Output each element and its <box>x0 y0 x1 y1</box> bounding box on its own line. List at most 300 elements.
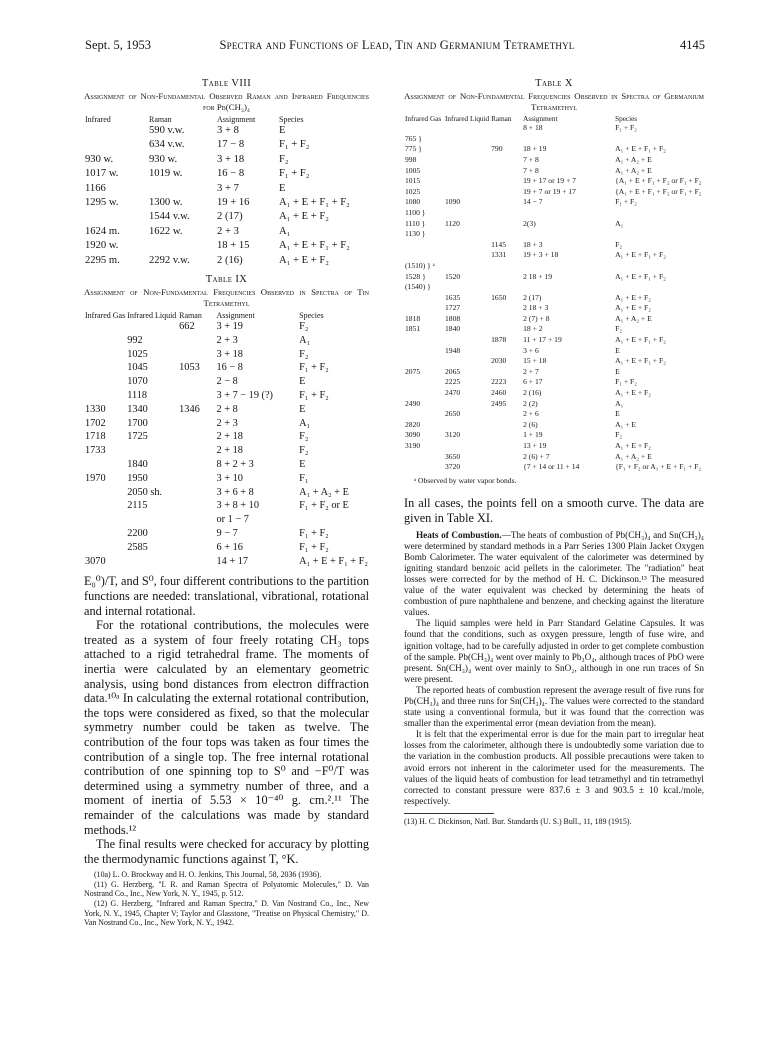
table8-row <box>84 138 369 152</box>
table10-cell <box>404 335 444 346</box>
left-column <box>84 78 369 928</box>
table10-row <box>404 324 704 335</box>
table9-cell: 662 <box>179 321 195 333</box>
heats-paragraph-4: It is felt that the experimental error is due for the main part to irregular heat losses from the calorimeter, although there is undoubtedly some variation due to the variation in the combustion products. All possible precautions were taken to avoid errors not inherent in the calorimeter used for the measurements. The values of the liquid heats of combustion for lead tetramethyl and tin tetramethyl corrected to constant pressure were 837.6 ± 3 and 903.5 ± 10 kcal./mole, respectively. <box>404 729 704 806</box>
table9-cell: 2 + 3 <box>216 334 238 346</box>
table8-cell: 1624 m. <box>85 225 120 237</box>
table9-subtitle: Assignment of Non-Fundamental Frequencies Observed in Spectra of Tin Tetramethyl <box>84 287 369 309</box>
table10-cell: 3720 <box>445 462 461 472</box>
table10-cell: 2 (7) + 8 <box>523 313 550 323</box>
table8-cell <box>148 239 216 253</box>
table9-cell: F₁ <box>299 472 309 484</box>
table10-cell: 1025 <box>405 186 421 196</box>
table10-cell <box>444 335 490 346</box>
table9-cell: 3 + 10 <box>216 472 243 484</box>
table9-row <box>84 458 369 472</box>
table9-cell: 8 + 2 + 3 <box>216 459 254 471</box>
table10-cell: 2 (6) <box>523 419 538 429</box>
table10-cell: {7 + 14 or 11 + 14 <box>523 462 580 472</box>
table9-cell <box>298 513 369 527</box>
footnote-12: (12) G. Herzberg, "Infrared and Raman Spectra," D. Van Nostrand Co., Inc., New York, N. Y., 1945, Chapter V; Taylor and Glasstone, "Treatise on Physical Chemistry," D. Van Nostrand Co., Inc., New York, N. Y., 1942. <box>84 899 369 928</box>
table9-cell <box>126 555 178 569</box>
table10-cell: A₁ + E + F₁ + F₂ <box>615 335 666 345</box>
table10-row <box>404 452 704 463</box>
table8-caption: Table VIII <box>201 78 252 89</box>
table9-cell: 2050 sh. <box>127 486 163 498</box>
table9-cell <box>178 513 215 527</box>
table10-cell: 1331 <box>491 250 507 260</box>
table9-cell: 2585 <box>127 541 148 553</box>
table10-row <box>404 356 704 367</box>
table9-cell: 1702 <box>85 417 106 429</box>
table10-cell <box>490 176 522 187</box>
table10-row <box>404 134 704 145</box>
table10-cell <box>444 420 490 431</box>
table10-cell: A₁ + E + F₁ + F₂ <box>615 144 666 154</box>
table10-cell: 2 (2) <box>523 398 538 408</box>
table10-cell: 2 (17) <box>523 292 542 302</box>
table10-cell <box>490 441 522 452</box>
table10-cell: 2075 <box>405 366 421 376</box>
table9-row <box>84 527 369 541</box>
table8-cell: 16 − 8 <box>217 168 245 180</box>
table9-cell: E <box>299 376 306 388</box>
table10-cell: 2223 <box>491 377 507 387</box>
table10-cell: 1100 } <box>405 207 426 217</box>
table9-cell: F₁ + F₂ <box>299 390 329 402</box>
left-body-text <box>84 574 369 866</box>
table10-cell: A₁ + E + F₁ + F₂ <box>615 356 666 366</box>
table8-column-header: Assignment <box>217 115 256 124</box>
table10-cell <box>404 388 444 399</box>
table10-cell <box>614 261 704 272</box>
table10-cell <box>490 409 522 420</box>
table10-cell: 790 <box>491 144 503 154</box>
table8-column-header: Infrared <box>85 115 111 124</box>
table9-cell <box>178 334 215 348</box>
table8-cell: 1920 w. <box>85 240 119 252</box>
table10-row <box>404 314 704 325</box>
heats-paragraph-1: —The heats of combustion of Pb(CH₃)₄ and Sn(CH₃)₄ were determined by standard methods in a Parr Series 1300 Plain Jacket Oxygen Bomb Calorimeter. The water equivalent of the calorimeter was determined by igniting standard benzoic acid pellets in the calorimeter. The "radiation" heat losses were corrected for by the method of H. C. Dickinson.¹³ The measured value of the water equivalent was checked by determining the heats of combustion of pure naphthalene and benzene, and checking against the literature values. <box>404 529 704 618</box>
table10-row <box>404 367 704 378</box>
table10-cell: 2 (6) + 7 <box>523 451 550 461</box>
table10-cell <box>614 134 704 145</box>
table10-row <box>404 261 704 272</box>
table10 <box>404 115 704 473</box>
table10-cell: A₁ + E <box>615 419 636 429</box>
table9-cell: 3 + 8 + 10 <box>216 500 259 512</box>
table9-cell <box>178 348 215 362</box>
table9-cell <box>84 458 126 472</box>
table10-row <box>404 240 704 251</box>
table9-cell <box>84 334 126 348</box>
table8-cell: 3 + 7 <box>217 182 239 194</box>
table10-cell: 8 + 18 <box>523 123 543 133</box>
table9-cell: A₁ <box>299 417 311 429</box>
table8-cell: 2292 v.w. <box>149 254 190 266</box>
table10-cell: 14 − 7 <box>523 197 543 207</box>
table9-cell: 1725 <box>127 431 148 443</box>
table8-cell <box>84 138 148 152</box>
left-footnotes <box>84 870 369 928</box>
table8-cell: 3 + 8 <box>217 125 239 136</box>
table8-cell: 1295 w. <box>85 197 119 209</box>
table10-cell: 1120 <box>445 218 460 228</box>
table9-cell: 1025 <box>127 348 148 360</box>
table10-cell: 2460 <box>491 388 507 398</box>
table10-cell: 775 } <box>405 144 422 154</box>
table10-cell: 1635 <box>445 292 461 302</box>
table10-cell: 1080 <box>405 197 421 207</box>
table9-row <box>84 513 369 527</box>
heats-heading: Heats of Combustion. <box>416 529 502 540</box>
table10-cell: A₁ + E + F₂ <box>615 303 651 313</box>
table8-cell: 17 − 8 <box>217 139 245 151</box>
table9-row <box>84 417 369 431</box>
table9-cell <box>126 320 178 334</box>
table10-cell <box>444 282 490 293</box>
table9-column-header: Species <box>299 311 324 321</box>
table10-cell <box>490 166 522 177</box>
table8-row <box>84 182 369 196</box>
table8-cell: 1017 w. <box>85 168 119 180</box>
table9-column-header: Infrared Gas <box>85 311 126 321</box>
table9-cell <box>84 389 126 403</box>
table9-row <box>84 389 369 403</box>
table9-row <box>84 403 369 417</box>
table9-cell: 2200 <box>127 528 148 540</box>
table10-cell <box>404 303 444 314</box>
table10-row <box>404 430 704 441</box>
table9-cell <box>178 541 215 555</box>
table10-cell <box>522 261 614 272</box>
table10-cell: F₂ <box>615 239 622 249</box>
table9-cell <box>84 361 126 375</box>
table10-cell <box>404 250 444 261</box>
table10-cell <box>490 314 522 325</box>
table8-cell: 930 w. <box>149 153 178 165</box>
table10-cell <box>444 187 490 198</box>
table9-cell <box>126 444 178 458</box>
table9-cell: 1970 <box>85 472 106 484</box>
table10-column-header: Raman <box>491 115 512 123</box>
table10-cell <box>444 176 490 187</box>
table10-cell: F₁ + F₂ <box>615 377 637 387</box>
table10-cell: F₂ <box>615 324 622 334</box>
table10-cell <box>490 219 522 230</box>
table10-subtitle: Assignment of Non-Fundamental Frequencies Observed in Spectra of Germanium Tetramethyl <box>404 91 704 112</box>
table8-cell: 1019 w. <box>149 168 183 180</box>
table9-cell <box>84 527 126 541</box>
table10-cell <box>444 134 490 145</box>
table10-cell: (1510) } ᵃ <box>405 260 435 270</box>
table9-cell <box>84 499 126 513</box>
table9-column-header: Assignment <box>216 311 255 321</box>
table10-cell: 19 + 7 or 19 + 17 <box>523 186 576 196</box>
table10-row <box>404 388 704 399</box>
table10-row <box>404 272 704 283</box>
table8-row <box>84 239 369 253</box>
table10-cell: 1528 } <box>405 271 426 281</box>
table10-cell <box>490 197 522 208</box>
table8-row <box>84 254 369 268</box>
table8-header-row <box>84 115 369 124</box>
table9-cell <box>178 444 215 458</box>
table8-cell: 1622 w. <box>149 225 183 237</box>
table9-row <box>84 334 369 348</box>
table10-cell: 1005 <box>405 165 421 175</box>
table10-cell: 3190 <box>405 441 421 451</box>
table9-cell: 2 + 3 <box>216 417 238 429</box>
table10-cell: 1727 <box>445 303 461 313</box>
table9-cell <box>178 472 215 486</box>
table10-cell <box>444 155 490 166</box>
table10-cell <box>404 123 444 134</box>
table10-cell: 2225 <box>445 377 461 387</box>
table10-cell: 2030 <box>491 356 507 366</box>
table8-cell: 3 + 18 <box>217 153 245 165</box>
table9-cell <box>178 375 215 389</box>
table10-cell: {A₁ + E + F₁ + F₂ or F₁ + F₂ <box>615 186 702 196</box>
table9-cell: 1070 <box>127 376 148 388</box>
table9-cell: 1950 <box>127 472 148 484</box>
table10-cell: 7 + 8 <box>523 165 539 175</box>
table10-cell: 2065 <box>445 366 461 376</box>
table10-cell <box>522 282 614 293</box>
table10-cell <box>614 282 704 293</box>
table10-cell: F₁ + F₂ <box>615 123 637 133</box>
table8-cell: E <box>279 182 286 194</box>
table10-cell <box>444 166 490 177</box>
table10-row <box>404 346 704 357</box>
table10-row <box>404 409 704 420</box>
table8-cell: 1166 <box>85 182 106 194</box>
table8-cell: 1544 v.w. <box>149 211 190 223</box>
table8-subtitle: Assignment of Non-Fundamental Observed Raman and Infrared Frequencies for Pb(CH₃)₄ <box>84 91 369 112</box>
table8-cell: E <box>279 125 286 136</box>
table10-cell: 1851 <box>405 324 421 334</box>
table9-cell: 14 + 17 <box>216 555 249 567</box>
table8-cell <box>84 124 148 138</box>
table8-cell: 2295 m. <box>85 254 120 266</box>
table10-row <box>404 176 704 187</box>
table8-cell: A₁ + E + F₂ <box>279 254 329 266</box>
table10-cell: 2 18 + 3 <box>523 303 549 313</box>
heats-paragraph-2: The liquid samples were held in Parr Standard Gelatine Capsules. It was found that the conditions, such as oxygen pressure, length of fuse wire, and ignition voltage, had to be carefully adjusted in order to get complete combustion of the sample. Pb(CH₃)₄ went over mainly to Pb₃O₄, although traces of PbO were present. Sn(CH₃)₄ went over mainly to SnO₂, although in one run traces of Sn were present. <box>404 618 704 684</box>
table10-cell: 3120 <box>445 430 461 440</box>
table10-row <box>404 377 704 388</box>
table10-cell <box>444 441 490 452</box>
table10-row <box>404 282 704 293</box>
table9-cell: F₂ <box>299 321 309 333</box>
table10-cell <box>490 324 522 335</box>
table10-cell <box>444 250 490 261</box>
table8-cell: 634 v.w. <box>149 139 185 151</box>
table10-cell: A₁ + E + F₂ <box>615 292 651 302</box>
heats-paragraph-3: The reported heats of combustion represent the average result of five runs for Pb(CH₃)₄ and three runs for Sn(CH₃)₄. The values were corrected to the standard state using a conventional formula, but it was found that the correction was smaller than the experimental error (mean deviation from the mean). <box>404 684 704 729</box>
table8-cell: F₁ + F₂ <box>279 139 310 151</box>
header-date: Sept. 5, 1953 <box>85 38 151 52</box>
table10-cell <box>404 462 444 473</box>
table10-cell: 3650 <box>445 451 461 461</box>
table10-column-header: Infrared Gas <box>405 115 442 123</box>
table10-cell <box>444 229 490 240</box>
table8-cell: 2 (17) <box>217 211 243 223</box>
table9-cell <box>84 348 126 362</box>
table10-cell: A₁ + E + F₂ <box>615 388 651 398</box>
table10-cell: 2820 <box>405 419 421 429</box>
table10-cell <box>444 399 490 410</box>
table10-cell: {A₁ + E + F₁ + F₂ or F₁ + F₂ <box>615 176 702 186</box>
table8-cell: 590 v.w. <box>149 125 185 136</box>
table10-cell: 15 + 18 <box>523 356 547 366</box>
table8-cell: A₁ <box>279 225 291 237</box>
table8-row <box>84 225 369 239</box>
table9-cell: 1733 <box>85 445 106 457</box>
table10-row <box>404 229 704 240</box>
table9-cell: 3 + 18 <box>216 348 243 360</box>
footnote-rule <box>404 813 494 814</box>
table9-cell <box>178 486 215 500</box>
table10-cell <box>522 229 614 240</box>
table9-cell <box>178 499 215 513</box>
table9-cell: F₁ + F₂ or E <box>299 500 349 512</box>
table10-row <box>404 219 704 230</box>
table10-cell: 2 18 + 19 <box>523 271 553 281</box>
table9-header-row <box>84 311 369 320</box>
table10-cell: 2495 <box>491 398 507 408</box>
table9 <box>84 311 369 568</box>
table9-cell: 2 + 18 <box>216 431 243 443</box>
table10-cell: 7 + 8 <box>523 154 539 164</box>
table10-cell: A₁ + E + F₁ + F₂ <box>615 250 666 260</box>
table10-cell: 2470 <box>445 388 461 398</box>
table9-cell <box>178 417 215 431</box>
table9-cell: 6 + 16 <box>216 541 243 553</box>
table10-cell: 1808 <box>445 313 461 323</box>
table8-cell: 19 + 16 <box>217 197 250 209</box>
table8-row <box>84 153 369 167</box>
table9-cell: 9 − 7 <box>216 528 238 540</box>
table10-cell: A₁ + E + F₂ <box>615 441 651 451</box>
table10-cell: 1130 } <box>405 229 426 239</box>
table9-cell: E <box>299 403 306 415</box>
table9-cell: 1840 <box>127 459 148 471</box>
header-title: Spectra and Functions of Lead, Tin and Germanium Tetramethyl <box>219 38 575 52</box>
table10-cell: E <box>615 409 620 419</box>
table10-row <box>404 420 704 431</box>
table10-cell <box>404 377 444 388</box>
table9-cell: or 1 − 7 <box>216 514 249 526</box>
table9-cell: F₁ + F₂ <box>299 362 329 374</box>
table9-cell: F₂ <box>299 431 309 443</box>
table10-cell: E <box>615 345 620 355</box>
table8-row <box>84 167 369 181</box>
table10-cell <box>490 229 522 240</box>
table9-cell: 2 + 18 <box>216 445 243 457</box>
table10-cell: 1520 <box>445 271 461 281</box>
table10-cell <box>404 293 444 304</box>
table10-row <box>404 399 704 410</box>
table10-cell: A₁ + E + F₁ + F₂ <box>615 271 666 281</box>
table10-cell <box>444 261 490 272</box>
table10-cell <box>404 240 444 251</box>
table10-cell: 2650 <box>445 409 461 419</box>
table10-cell <box>490 272 522 283</box>
table10-cell: 1650 <box>491 292 507 302</box>
table10-cell: 2490 <box>405 398 421 408</box>
table10-cell: 1090 <box>445 197 461 207</box>
table8-cell: 2 (16) <box>217 254 243 266</box>
table10-cell: {F₁ + F₂ or A₁ + E + F₁ + F₂ <box>615 462 702 472</box>
table9-cell: 1700 <box>127 417 148 429</box>
table9-cell: 2 − 8 <box>216 376 238 388</box>
table10-cell: 2 + 7 <box>523 366 539 376</box>
table9-cell: F₂ <box>299 348 309 360</box>
table10-cell: 1840 <box>445 324 461 334</box>
table10-cell: F₁ + F₂ <box>615 197 637 207</box>
table10-cell: 1015 <box>405 176 421 186</box>
table10-cell: 1948 <box>445 345 461 355</box>
table9-cell <box>126 513 178 527</box>
table9-cell: 992 <box>127 334 143 346</box>
table10-cell: 2(3) <box>523 218 536 228</box>
table8-cell: A₁ + E + F₁ + F₂ <box>279 240 350 252</box>
table8-cell: 1300 w. <box>149 197 183 209</box>
table9-cell <box>84 541 126 555</box>
table9-cell: 2115 <box>127 500 148 512</box>
table10-cell: 18 + 3 <box>523 239 543 249</box>
table9-cell <box>178 527 215 541</box>
table10-cell: 1878 <box>491 335 507 345</box>
table9-cell: F₁ + F₂ <box>299 541 329 553</box>
table10-cell: A₁ <box>615 218 624 228</box>
left-paragraph-2: For the rotational contributions, the molecules were treated as a system of four freely rotating CH₃ tops attached to a rigid tetrahedral frame. The moments of inertia were calculated by an elementary geometric analysis, using bond distances from electron diffraction data.¹⁰ᵃ In calculating the external rotational contribution, the tops were considered as fixed, so that the molecular symmetry number could be taken as twelve. The contribution of the four tops was taken as four times the contribution of a single top. The free internal rotational contribution of one spinning top to S⁰ and −F⁰/T was determined using a symmetry number of three, and a moment of inertia of 5.53 × 10⁻⁴⁰ g. cm.².¹¹ The remainder of the calculations was made by standard methods.¹² <box>84 618 369 837</box>
table9-cell: 3 + 6 + 8 <box>216 486 254 498</box>
table10-cell: A₁ + A₂ + E <box>615 154 652 164</box>
table9-cell: 3070 <box>85 555 106 567</box>
table10-cell <box>490 420 522 431</box>
table10-row <box>404 166 704 177</box>
table10-cell: 19 + 3 + 18 <box>523 250 559 260</box>
table8-row <box>84 210 369 224</box>
table10-header-row <box>404 115 704 123</box>
right-paragraph-1: In all cases, the points fell on a smooth curve. The data are given in Table XI. <box>404 496 704 525</box>
table10-cell <box>490 187 522 198</box>
table10-cell <box>614 208 704 219</box>
table9-cell <box>84 375 126 389</box>
table8-cell <box>84 210 148 224</box>
table8-column-header: Species <box>279 115 304 124</box>
table10-row <box>404 197 704 208</box>
table10-cell <box>522 134 614 145</box>
table10-cell <box>444 123 490 134</box>
table10-cell: 6 + 17 <box>523 377 543 387</box>
table9-row <box>84 375 369 389</box>
table9-cell: E <box>299 459 306 471</box>
table9-cell: A₁ <box>299 334 311 346</box>
table10-cell: F₂ <box>615 430 622 440</box>
table10-cell: 1145 <box>491 239 507 249</box>
table9-cell <box>84 320 126 334</box>
table10-cell <box>444 208 490 219</box>
table10-cell: 11 + 17 + 19 <box>523 335 562 345</box>
table8-row <box>84 124 369 138</box>
right-column <box>404 78 704 827</box>
table9-cell: 16 − 8 <box>216 362 243 374</box>
table10-cell: 998 <box>405 154 417 164</box>
table8-cell: 2 + 3 <box>217 225 239 237</box>
